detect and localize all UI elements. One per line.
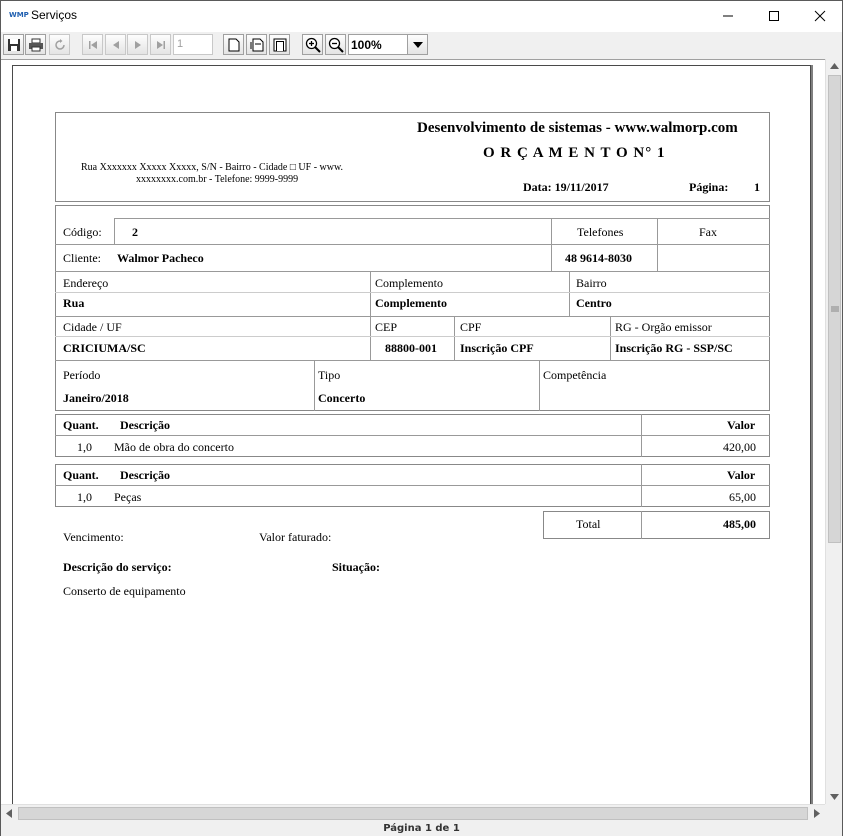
codigo-value: 2 bbox=[132, 225, 138, 239]
window-title: Serviços bbox=[31, 8, 78, 22]
status-bar: Página 1 de 1 bbox=[1, 821, 842, 836]
chevron-down-icon bbox=[413, 42, 423, 48]
total-label: Total bbox=[576, 517, 601, 531]
report-page bbox=[12, 65, 811, 805]
item-quant: 1,0 bbox=[77, 440, 92, 454]
first-page-button[interactable] bbox=[82, 34, 103, 55]
table-header-valor: Valor bbox=[727, 468, 756, 482]
grip-icon bbox=[831, 306, 839, 313]
save-icon bbox=[7, 38, 21, 52]
periodo-label: Período bbox=[63, 368, 101, 382]
total-value: 485,00 bbox=[723, 517, 756, 531]
page-number-input[interactable]: 1 bbox=[173, 34, 213, 55]
page-width-button[interactable] bbox=[223, 34, 244, 55]
telefones-label: Telefones bbox=[577, 225, 624, 239]
horizontal-scrollbar[interactable] bbox=[1, 804, 825, 821]
scroll-down-icon[interactable] bbox=[830, 794, 839, 800]
rg-value: Inscrição RG - SSP/SC bbox=[615, 341, 733, 355]
competencia-label: Competência bbox=[543, 368, 607, 382]
report-viewer bbox=[1, 59, 825, 804]
item-description: Peças bbox=[114, 490, 142, 504]
scroll-left-icon[interactable] bbox=[6, 809, 12, 818]
vencimento-label: Vencimento: bbox=[63, 530, 124, 544]
endereco-label: Endereço bbox=[63, 276, 109, 290]
cidade-value: CRICIUMA/SC bbox=[63, 341, 146, 355]
two-pages-button[interactable] bbox=[269, 34, 290, 55]
table-header-quant: Quant. bbox=[63, 468, 99, 482]
prev-page-icon bbox=[110, 39, 122, 51]
zoom-dropdown-button[interactable] bbox=[407, 34, 428, 55]
last-page-button[interactable] bbox=[150, 34, 171, 55]
valor-faturado-label: Valor faturado: bbox=[259, 530, 332, 544]
save-button[interactable] bbox=[3, 34, 24, 55]
app-icon: WMP bbox=[9, 11, 29, 19]
complemento-value: Complemento bbox=[375, 296, 447, 310]
cep-value: 88800-001 bbox=[385, 341, 437, 355]
maximize-icon bbox=[768, 10, 780, 22]
page-number: 1 bbox=[754, 180, 760, 194]
endereco-value: Rua bbox=[63, 296, 85, 310]
prev-page-button[interactable] bbox=[105, 34, 126, 55]
codigo-label: Código: bbox=[63, 225, 102, 239]
page-width-icon bbox=[228, 38, 240, 52]
table-header-descricao: Descrição bbox=[120, 418, 170, 432]
two-pages-icon bbox=[273, 38, 287, 52]
toolbar bbox=[1, 32, 842, 58]
tipo-label: Tipo bbox=[318, 368, 341, 382]
last-page-icon bbox=[155, 39, 167, 51]
table-header-descricao: Descrição bbox=[120, 468, 170, 482]
zoom-in-icon bbox=[305, 37, 321, 53]
print-button[interactable] bbox=[25, 34, 46, 55]
refresh-button[interactable] bbox=[49, 34, 70, 55]
whole-page-icon bbox=[250, 38, 264, 52]
first-page-icon bbox=[87, 39, 99, 51]
table-header-quant: Quant. bbox=[63, 418, 99, 432]
zoom-out-button[interactable] bbox=[325, 34, 346, 55]
document-title: O R Ç A M E N T O N° 1 bbox=[483, 145, 666, 161]
whole-page-button[interactable] bbox=[246, 34, 267, 55]
telefone-value: 48 9614-8030 bbox=[565, 251, 632, 265]
scroll-up-icon[interactable] bbox=[830, 63, 839, 69]
descricao-servico-value: Conserto de equipamento bbox=[63, 584, 186, 598]
page-label: Página: bbox=[689, 180, 729, 194]
zoom-out-icon bbox=[328, 37, 344, 53]
maximize-button[interactable] bbox=[751, 1, 797, 31]
minimize-button[interactable] bbox=[705, 1, 751, 31]
zoom-level-input[interactable]: 100% bbox=[348, 34, 407, 55]
company-address-line1: Rua Xxxxxxx Xxxxx Xxxxx, S/N - Bairro - Cidade □ UF - www. bbox=[81, 162, 344, 173]
close-icon bbox=[814, 10, 826, 22]
tipo-value: Concerto bbox=[318, 391, 366, 405]
cliente-label: Cliente: bbox=[63, 251, 101, 265]
report-date: Data: 19/11/2017 bbox=[523, 180, 609, 194]
company-address-line2: xxxxxxxx.com.br - Telefone: 9999-9999 bbox=[136, 174, 299, 185]
fax-label: Fax bbox=[699, 225, 717, 239]
item-description: Mão de obra do concerto bbox=[114, 440, 234, 454]
item-value: 65,00 bbox=[729, 490, 756, 504]
bairro-label: Bairro bbox=[576, 276, 607, 290]
zoom-in-button[interactable] bbox=[302, 34, 323, 55]
bairro-value: Centro bbox=[576, 296, 612, 310]
next-page-icon bbox=[132, 39, 144, 51]
close-button[interactable] bbox=[797, 1, 843, 31]
cpf-label: CPF bbox=[460, 320, 482, 334]
vertical-scrollbar[interactable] bbox=[825, 59, 842, 804]
complemento-label: Complemento bbox=[375, 276, 443, 290]
periodo-value: Janeiro/2018 bbox=[63, 391, 129, 405]
horizontal-scroll-thumb[interactable] bbox=[18, 807, 808, 820]
item-quant: 1,0 bbox=[77, 490, 92, 504]
refresh-icon bbox=[53, 38, 67, 52]
company-name: Desenvolvimento de sistemas - www.walmorp.com bbox=[417, 120, 738, 136]
cliente-value: Walmor Pacheco bbox=[117, 251, 204, 265]
minimize-icon bbox=[722, 10, 734, 22]
situacao-label: Situação: bbox=[332, 560, 380, 574]
vertical-scroll-thumb[interactable] bbox=[828, 75, 841, 543]
descricao-servico-label: Descrição do serviço: bbox=[63, 560, 172, 574]
next-page-button[interactable] bbox=[127, 34, 148, 55]
print-icon bbox=[28, 38, 44, 52]
cep-label: CEP bbox=[375, 320, 398, 334]
item-value: 420,00 bbox=[723, 440, 756, 454]
scroll-right-icon[interactable] bbox=[814, 809, 820, 818]
rg-label: RG - Orgão emissor bbox=[615, 320, 712, 334]
title-bar bbox=[1, 1, 842, 32]
table-header-valor: Valor bbox=[727, 418, 756, 432]
cidade-label: Cidade / UF bbox=[63, 320, 122, 334]
cpf-value: Inscrição CPF bbox=[460, 341, 534, 355]
